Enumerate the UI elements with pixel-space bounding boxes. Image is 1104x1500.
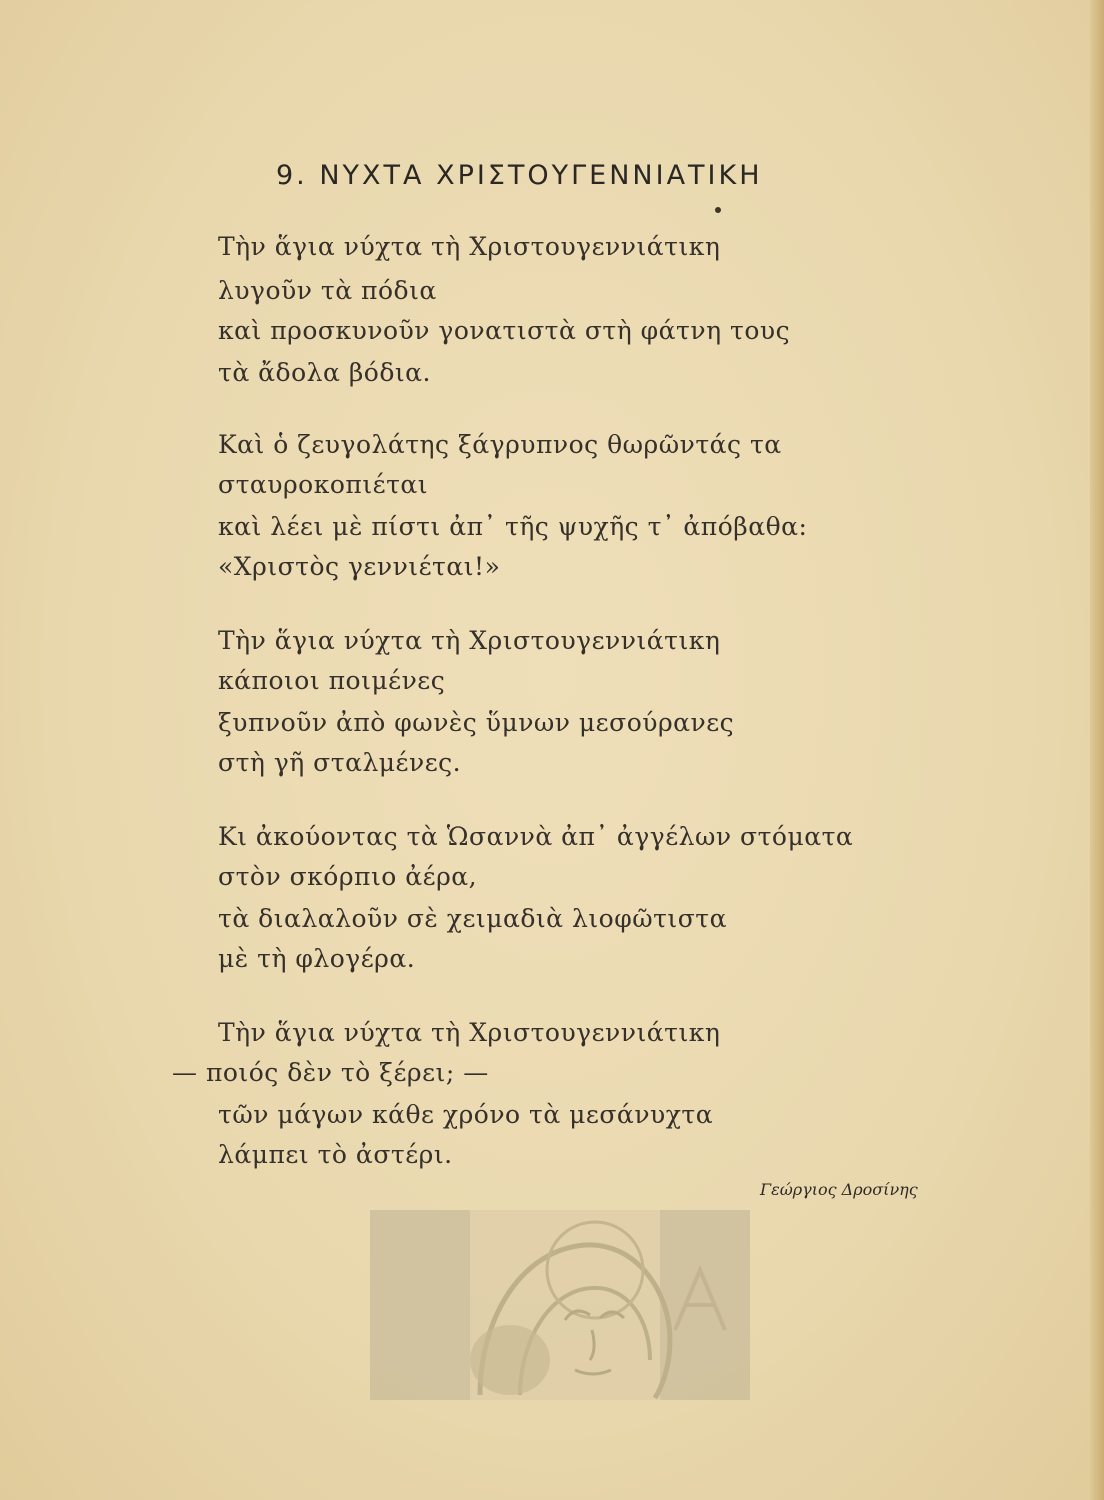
poem-line: τὰ διαλαλοῦν σὲ χειμαδιὰ λιοφῶτιστα — [218, 904, 728, 933]
poem-line: «Χριστὸς γεννιέται!» — [218, 552, 501, 581]
poem-line: στὸν σκόρπιο ἀέρα, — [218, 862, 478, 891]
author-signature: Γεώργιος Δροσίνης — [760, 1180, 918, 1199]
poem-line: κάποιοι ποιμένες — [218, 666, 446, 695]
poem-line: — ποιός δὲν τὸ ξέρει; — — [172, 1058, 489, 1087]
poem-line: τῶν μάγων κάθε χρόνο τὰ μεσάνυχτα — [218, 1100, 714, 1129]
poem-line: σταυροκοπιέται — [218, 470, 429, 499]
poem-line: τὰ ἄδολα βόδια. — [218, 358, 432, 387]
poem-line: καὶ λέει μὲ πίστι ἀπ᾽ τῆς ψυχῆς τ᾽ ἀπόβαθα: — [218, 512, 808, 541]
madonna-and-child-icon — [370, 1210, 750, 1400]
poem-line: μὲ τὴ φλογέρα. — [218, 944, 416, 973]
page-edge — [1090, 0, 1104, 1500]
poem-line: λάμπει τὸ ἀστέρι. — [218, 1140, 453, 1169]
poem-line: Καὶ ὁ ζευγολάτης ξάγρυπνος θωρῶντάς τα — [218, 430, 782, 459]
poem-line: Τὴν ἅγια νύχτα τὴ Χριστουγεννιάτικη — [218, 232, 721, 261]
poem-line: Τὴν ἅγια νύχτα τὴ Χριστουγεννιάτικη — [218, 626, 721, 655]
poem-title: 9. ΝΥΧΤΑ ΧΡΙΣΤΟΥΓΕΝΝΙΑΤΙΚΗ — [276, 160, 763, 191]
poem-line: καὶ προσκυνοῦν γονατιστὰ στὴ φάτνη τους — [218, 316, 791, 345]
poem-line: ξυπνοῦν ἀπὸ φωνὲς ὕμνων μεσούρανες — [218, 708, 735, 737]
poem-line: λυγοῦν τὰ πόδια — [218, 276, 437, 305]
poem-line: Τὴν ἅγια νύχτα τὴ Χριστουγεννιάτικη — [218, 1018, 721, 1047]
poem-line: στὴ γῆ σταλμένες. — [218, 748, 462, 777]
ornament-dot — [715, 207, 721, 213]
poem-line: Κι ἀκούοντας τὰ Ὡσαννὰ ἀπ᾽ ἀγγέλων στόματα — [218, 822, 854, 851]
